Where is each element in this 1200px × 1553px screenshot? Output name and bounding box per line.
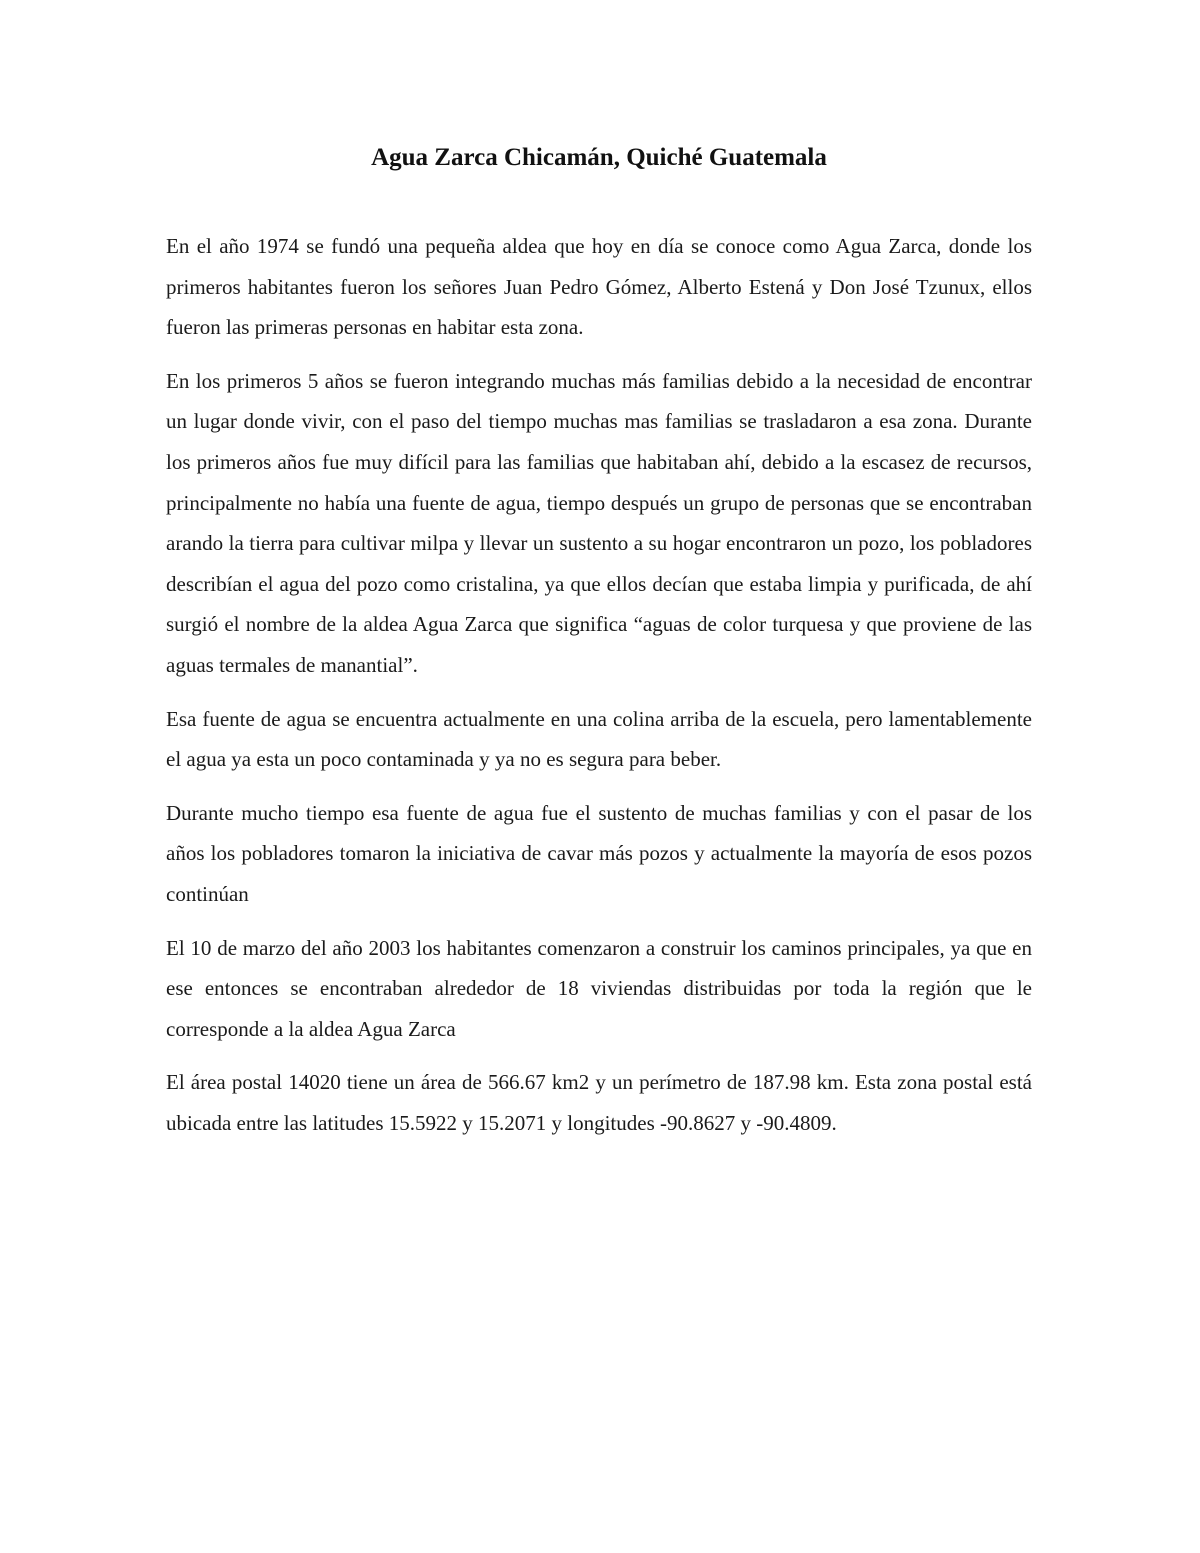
paragraph-water-source: Esa fuente de agua se encuentra actualmente en una colina arriba de la escuela, pero lamentablemente el agua ya esta un poco contaminada y ya no es segura para beber. — [166, 706, 1032, 772]
paragraph-founding: En el año 1974 se fundó una pequeña aldea que hoy en día se conoce como Agua Zarca, donde los primeros habitantes fueron los señores Juan Pedro Gómez, Alberto Estená y Don José Tzunux, ellos fueron las primeras personas en habitar esta zona. — [166, 234, 1032, 340]
paragraph-roads: El 10 de marzo del año 2003 los habitantes comenzaron a construir los caminos principales, ya que en ese entonces se encontraban alrededor de 18 viviendas distribuidas por toda la región que le corresponde a la aldea Agua Zarca — [166, 935, 1032, 1041]
paragraph-postal-area: El área postal 14020 tiene un área de 566.67 km2 y un perímetro de 187.98 km. Esta zona postal está ubicada entre las latitudes 15.5922 y 15.2071 y longitudes -90.8627 y -90.4809. — [166, 1070, 1032, 1135]
document-title: Agua Zarca Chicamán, Quiché Guatemala — [371, 144, 827, 171]
paragraph-early-years: En los primeros 5 años se fueron integrando muchas más familias debido a la necesidad de encontrar un lugar donde vivir, con el paso del tiempo muchas mas familias se trasladaron a esa zona. Durante los primeros años fue muy difícil para las familias que habitaban ahí, debido a la escasez de recursos, principalmente no había una fuente de agua, tiempo después un grupo de personas que se encontraban arando la tierra para cultivar milpa y llevar un sustento a su hogar encontraron un pozo, los pobladores describían el agua del pozo como cristalina, ya que ellos decían que estaba limpia y purificada, de ahí surgió el nombre de la aldea Agua Zarca que significa “aguas de color turquesa y que proviene de las aguas termales de manantial”. — [166, 368, 1032, 677]
paragraph-wells: Durante mucho tiempo esa fuente de agua fue el sustento de muchas familias y con el pasar de los años los pobladores tomaron la iniciativa de cavar más pozos y actualmente la mayoría de esos pozos continúan — [166, 800, 1032, 906]
document-body — [166, 140, 1032, 1156]
